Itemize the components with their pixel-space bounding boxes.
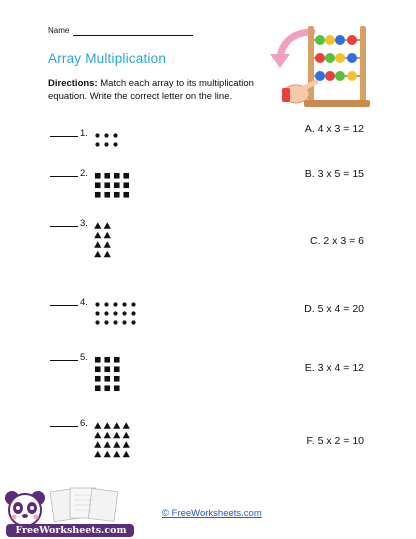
array-item <box>114 192 120 198</box>
array-item <box>104 451 111 458</box>
answer-option-b: B. 3 x 5 = 15 <box>304 168 364 180</box>
array-item <box>104 222 111 229</box>
answer-option-f: F. 5 x 2 = 10 <box>306 435 364 447</box>
array-item <box>123 441 130 448</box>
array-item <box>113 451 120 458</box>
page-title: Array Multiplication <box>48 51 167 66</box>
array-item <box>95 192 101 198</box>
array-item <box>114 182 120 188</box>
array-item <box>113 133 117 137</box>
array-item <box>104 232 111 239</box>
answer-option-c: C. 2 x 3 = 6 <box>310 235 364 247</box>
problem-number-1: 1. <box>80 128 88 139</box>
array-item <box>122 302 126 306</box>
array-item <box>104 302 108 306</box>
array-item <box>104 422 111 429</box>
array-item <box>95 320 99 324</box>
answer-blank-3[interactable] <box>50 216 78 227</box>
array-item <box>104 142 108 146</box>
answer-blank-4[interactable] <box>50 295 78 306</box>
answer-blank-2[interactable] <box>50 166 78 177</box>
answer-blank-6[interactable] <box>50 416 78 427</box>
array-item <box>104 133 108 137</box>
array-item <box>104 376 110 382</box>
directions-text: Match each array to its multiplication equation. Write the correct letter on the line. <box>48 78 254 102</box>
array-item <box>104 241 111 248</box>
array-item <box>104 251 111 258</box>
array-item <box>104 320 108 324</box>
array-item <box>123 173 129 179</box>
array-item <box>123 451 130 458</box>
array-item <box>123 182 129 188</box>
problem-number-6: 6. <box>80 418 88 429</box>
array-item <box>104 173 110 179</box>
name-line[interactable] <box>73 35 193 36</box>
array-item <box>114 385 120 391</box>
array-item <box>104 311 108 315</box>
array-item <box>94 241 101 248</box>
directions-label: Directions: <box>48 78 98 89</box>
problem-number-5: 5. <box>80 352 88 363</box>
answer-option-e: E. 3 x 4 = 12 <box>304 362 364 374</box>
answer-blank-5[interactable] <box>50 350 78 361</box>
array-item <box>94 232 101 239</box>
problem-number-3: 3. <box>80 218 88 229</box>
directions <box>48 77 276 103</box>
array-item <box>114 366 120 372</box>
array-item <box>113 320 117 324</box>
array-item <box>94 251 101 258</box>
array-item <box>104 432 111 439</box>
problem-number-4: 4. <box>80 297 88 308</box>
array-item <box>104 366 110 372</box>
array-item <box>131 320 135 324</box>
array-item <box>131 302 135 306</box>
array-item <box>123 192 129 198</box>
array-item <box>104 441 111 448</box>
array-1 <box>91 129 122 151</box>
array-item <box>113 142 117 146</box>
array-3 <box>91 219 114 261</box>
array-item <box>95 302 99 306</box>
array-5 <box>91 353 124 395</box>
array-item <box>95 376 101 382</box>
array-item <box>114 357 120 363</box>
array-item <box>104 385 110 391</box>
name-label: Name <box>48 26 70 35</box>
array-item <box>94 451 101 458</box>
array-item <box>95 366 101 372</box>
array-item <box>95 385 101 391</box>
array-item <box>104 357 110 363</box>
array-2 <box>91 169 133 202</box>
answer-blank-1[interactable] <box>50 126 78 137</box>
array-item <box>95 142 99 146</box>
array-item <box>113 432 120 439</box>
array-item <box>114 376 120 382</box>
array-item <box>113 311 117 315</box>
logo-text: FreeWorksheets.com <box>15 525 127 536</box>
array-item <box>114 173 120 179</box>
array-item <box>123 432 130 439</box>
array-item <box>122 311 126 315</box>
array-item <box>95 173 101 179</box>
array-item <box>95 182 101 188</box>
array-item <box>95 311 99 315</box>
array-item <box>131 311 135 315</box>
array-item <box>104 182 110 188</box>
footer-link[interactable]: © FreeWorksheets.com <box>162 508 262 519</box>
problem-number-2: 2. <box>80 168 88 179</box>
array-item <box>94 222 101 229</box>
answer-option-d: D. 5 x 4 = 20 <box>304 303 364 315</box>
answer-option-a: A. 4 x 3 = 12 <box>304 123 364 135</box>
array-item <box>95 133 99 137</box>
abacus-illustration <box>268 18 372 114</box>
array-item <box>113 302 117 306</box>
array-item <box>104 192 110 198</box>
array-item <box>95 357 101 363</box>
array-item <box>113 422 120 429</box>
array-item <box>94 422 101 429</box>
array-item <box>94 432 101 439</box>
array-item <box>123 422 130 429</box>
array-4 <box>91 298 140 329</box>
array-item <box>122 320 126 324</box>
array-item <box>113 441 120 448</box>
array-item <box>94 441 101 448</box>
array-6 <box>91 419 133 461</box>
